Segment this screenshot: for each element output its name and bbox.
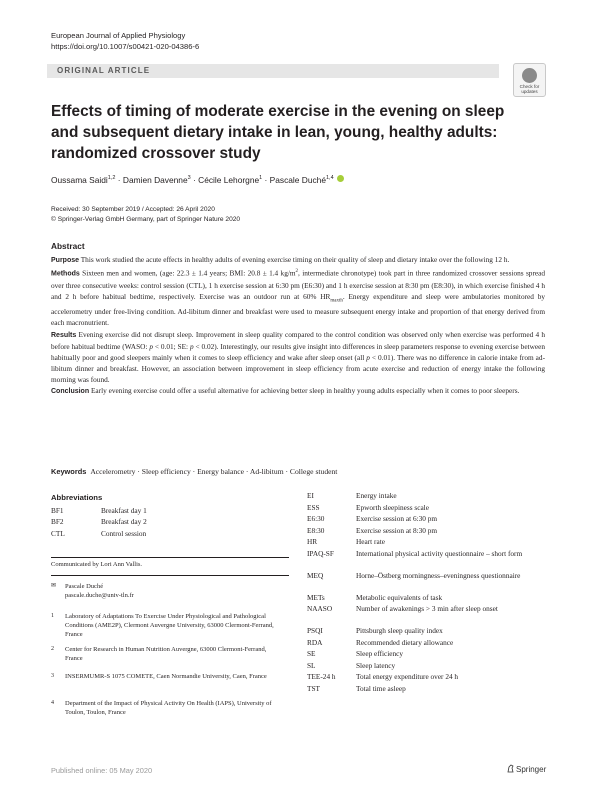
affiliation-number: 1	[51, 613, 54, 619]
abbreviation-definition: Total time asleep	[356, 683, 406, 693]
abbreviation: SE	[307, 649, 316, 658]
affiliation	[51, 672, 289, 692]
abstract-conclusion	[51, 385, 545, 397]
abbreviation: SL	[307, 660, 316, 670]
abstract	[51, 241, 545, 397]
correspondence-email[interactable]: pascale.duche@univ-tln.fr	[65, 592, 134, 599]
affiliation-text: Laboratory of Adaptations To Exercise Under Physiological and Pathological Conditions (AME2P), Clermont Auvergne University, 63000 Clermont-Ferrand, France	[65, 613, 274, 638]
conclusion-label: Conclusion	[51, 388, 90, 395]
abbreviation-definition: Breakfast day 2	[101, 517, 147, 527]
author-name[interactable]: Damien Davenne	[122, 175, 188, 185]
results-label: Results	[51, 331, 77, 339]
abbreviation: CTL	[51, 528, 65, 538]
article-dates	[51, 205, 240, 225]
abbreviation: NAASO	[307, 604, 333, 613]
publisher-name: Springer	[516, 765, 547, 774]
orcid-icon[interactable]	[337, 175, 344, 182]
communicated-by: Communicated by Lori Ann Vallis.	[51, 561, 143, 568]
abbreviation-definition: Recommended dietary allowance	[356, 637, 454, 647]
correspondence-name: Pascale Duché	[65, 583, 104, 590]
abbreviation: E8:30	[307, 525, 325, 535]
author-separator: ·	[262, 175, 270, 185]
affiliation-text: Department of the Impact of Physical Activity On Health (IAPS), University of Toulon, Toulon, France	[65, 700, 272, 716]
abbreviation-definition: Horne–Östberg morningness–eveningness questionnaire	[356, 570, 521, 580]
author-separator: ·	[190, 175, 199, 185]
abbreviation-definition: Control session	[101, 528, 147, 538]
abbreviation-definition: Heart rate	[356, 537, 385, 546]
affiliation	[51, 612, 289, 640]
affiliation	[51, 699, 289, 719]
abstract-results	[51, 329, 545, 385]
abbreviation: IPAQ-SF	[307, 548, 334, 558]
abbreviation: ESS	[307, 502, 320, 512]
abbreviation-definition: Pittsburgh sleep quality index	[356, 626, 443, 635]
abbreviation-definition: Breakfast day 1	[101, 506, 147, 515]
abbreviation-definition: Metabolic equivalents of task	[356, 592, 443, 602]
abstract-heading: Abstract	[51, 241, 85, 251]
affiliation-number: 4	[51, 700, 54, 706]
abbreviation-definition: Number of awakenings > 3 min after sleep onset	[356, 604, 498, 613]
affiliation-number: 2	[51, 646, 54, 652]
abbreviation: BF2	[51, 517, 64, 527]
author-separator: ·	[115, 175, 123, 185]
abbreviations-heading: Abbreviations	[51, 493, 103, 502]
methods-text-3: . Energy expenditure and sleep were ambulatories monitored by accelerometry under free-living condition. Ad-libitum dinner and breakfast were used to measure subsequent energy intake and proportion of that energy derived from each macronutrient.	[51, 291, 546, 328]
abbreviation: E6:30	[307, 514, 325, 523]
footnote-divider	[51, 575, 289, 576]
author-affiliation: 1,4	[326, 175, 334, 182]
keywords-label: Keywords	[51, 467, 87, 476]
correspondence-details	[65, 582, 285, 600]
abbreviation-definition: Exercise session at 6:30 pm	[356, 514, 438, 523]
abbreviation-definition: Exercise session at 8:30 pm	[356, 525, 438, 535]
results-text-2: < 0.01; SE:	[152, 341, 190, 351]
results-text-1: Evening exercise did not disrupt sleep. Improvement in sleep quality compared to the control condition was observed only when exercise was performed 4 h before habitual bedtime (WASO:	[51, 329, 545, 351]
keywords	[51, 467, 337, 476]
methods-text-1: Sixteen men and women, (age: 22.3 ± 1.4 years; BMI: 20.8 ± 1.4 kg/m	[82, 268, 296, 278]
abbreviation-definition: Energy intake	[356, 491, 397, 500]
abbreviation: RDA	[307, 637, 323, 647]
affiliation	[51, 645, 289, 665]
author-affiliation: 3	[187, 175, 191, 182]
author-name[interactable]: Cécile Lehorgne	[198, 175, 260, 185]
abbreviation: EI	[307, 491, 314, 500]
article-type-label: ORIGINAL ARTICLE	[57, 66, 151, 75]
abbreviation-definition: Epworth sleepiness scale	[356, 502, 429, 512]
abbreviation: METs	[307, 592, 325, 602]
correspondence	[51, 582, 289, 602]
abstract-methods	[51, 266, 545, 328]
abbreviation: PSQI	[307, 626, 323, 635]
abbreviation: BF1	[51, 506, 64, 515]
methods-sup: 2	[295, 269, 299, 275]
check-updates-text: Check for updates	[519, 84, 540, 94]
affiliation-text: INSERMUMR-S 1075 COMETE, Caen Normandie University, Caen, France	[65, 673, 267, 680]
author-affiliation: 1,2	[107, 175, 116, 182]
springer-horse-icon	[507, 764, 514, 773]
results-text-3: < 0.02). Interestingly, our results give insight into differences in sleep parameters response to evening exercise between habitually poor and good sleepers mainly when it comes to sleep efficiency and wake after sleep onset (all	[51, 341, 545, 362]
published-online: Published online: 05 May 2020	[51, 766, 153, 775]
abbreviation-definition: International physical activity questionnaire – short form	[356, 548, 523, 558]
keywords-text: Accelerometry · Sleep efficiency · Energy balance · Ad-libitum · College student	[90, 467, 338, 476]
author-name[interactable]: Pascale Duché	[269, 175, 326, 185]
article-title: Effects of timing of moderate exercise in the evening on sleep and subsequent dietary intake in lean, young, healthy adults: randomized crossover study	[51, 103, 505, 162]
abbreviation: TEE-24 h	[307, 672, 336, 681]
bookmark-icon	[522, 68, 537, 83]
journal-header	[51, 30, 199, 52]
conclusion-text: Early evening exercise could offer a useful alternative for achieving better sleep in healthy young adults especially when it comes to poor sleepers.	[90, 386, 520, 395]
abbreviation: HR	[307, 537, 318, 546]
check-for-updates-badge[interactable]	[513, 63, 546, 97]
affiliation-text: Center for Research in Human Nutrition Auvergne, 63000 Clermont-Ferrand, France	[65, 646, 267, 662]
results-text-4: < 0.01). There was no difference in calorie intake from ad-libitum dinner and breakfast. However, an association between improvement in sleep efficiency from acute exercise and reduction of energy intake the following morning was found.	[51, 352, 545, 384]
abbreviation-definition: Total energy expenditure over 24 h	[356, 672, 459, 681]
author-name[interactable]: Oussama Saidi	[51, 175, 108, 185]
methods-sub: maxth	[330, 298, 343, 304]
envelope-icon: ✉	[51, 583, 57, 589]
p-value-symbol: p	[149, 341, 153, 351]
publisher-logo	[507, 764, 546, 774]
abstract-purpose	[51, 254, 545, 266]
p-value-symbol: p	[189, 341, 194, 351]
journal-name: European Journal of Applied Physiology	[51, 31, 186, 40]
author-affiliation: 1	[259, 175, 263, 182]
author-list	[51, 175, 344, 185]
copyright: © Springer-Verlag GmbH Germany, part of Springer Nature 2020	[51, 216, 241, 223]
affiliation-number: 3	[51, 673, 54, 679]
methods-label: Methods	[51, 270, 80, 278]
abbreviation-definition: Sleep efficiency	[356, 649, 404, 658]
p-value-symbol: p	[366, 352, 370, 362]
received-accepted: Received: 30 September 2019 / Accepted: 26 April 2020	[51, 206, 215, 213]
methods-text-2: , intermediate chronotype) took part in three randomized crossover sessions spread over three consecutive weeks: control session (CTL), 1 h exercise session at 6:30 pm (E6:30) and 1 h exercise session at 8:30 pm (E8:30), in which exercise finished 4 h and 2 h before habitual bedtime, respectively. Exercise was an outdoor run at 60% HR	[51, 268, 546, 301]
abbreviation-definition: Sleep latency	[356, 660, 396, 670]
abbreviation: MEQ	[307, 570, 324, 580]
purpose-text: This work studied the acute effects in healthy adults of evening exercise timing on their quality of sleep and dietary intake over the following 12 h.	[80, 255, 510, 265]
footnote-divider	[51, 557, 289, 558]
doi-link[interactable]: https://doi.org/10.1007/s00421-020-04386-6	[51, 42, 200, 51]
abbreviation: TST	[307, 683, 320, 693]
purpose-label: Purpose	[51, 257, 80, 265]
